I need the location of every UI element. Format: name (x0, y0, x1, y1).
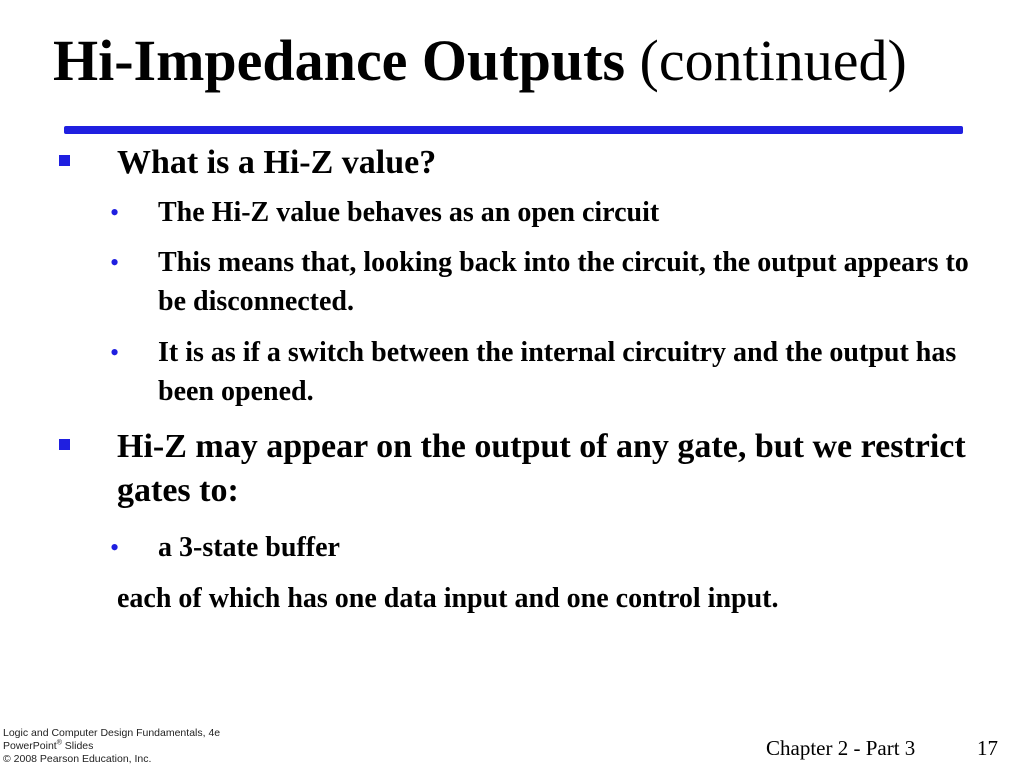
footer-page-number: 17 (977, 736, 998, 760)
dot-bullet-icon: • (110, 198, 120, 227)
dot-bullet-icon: • (110, 533, 120, 562)
sub-bullet-3-state-buffer (110, 528, 1000, 567)
sub-bullet-switch-opened (110, 333, 1000, 411)
bullet-hiz-may-appear (56, 425, 996, 513)
closing-line: each of which has one data input and one control input. (117, 583, 779, 614)
sub-bullet-text: It is as if a switch between the internal circuitry and the output has been opened. (158, 337, 957, 407)
footer-copyright: © 2008 Pearson Education, Inc. (3, 753, 152, 765)
square-bullet-icon (59, 439, 70, 450)
sub-bullet-text: a 3-state buffer (158, 532, 340, 563)
slide-title (53, 22, 907, 100)
dot-bullet-icon: • (110, 338, 120, 367)
title-underline-rule (64, 126, 963, 134)
footer-powerpoint-text: PowerPoint (3, 740, 57, 752)
bullet-what-is-hiz (56, 141, 996, 185)
square-bullet-icon (59, 155, 70, 166)
footer-slides-text: Slides (61, 740, 94, 752)
sub-bullet-disconnected (110, 243, 1000, 321)
registered-mark: ® (56, 739, 62, 747)
slide-title-main: Hi-Impedance Outputs (53, 28, 626, 93)
footer-book-info (3, 727, 220, 766)
sub-bullet-text: This means that, looking back into the circuit, the output appears to be disconnected. (158, 247, 969, 317)
footer-chapter: Chapter 2 - Part 3 (766, 736, 916, 760)
bullet-text: What is a Hi-Z value? (117, 144, 437, 181)
sub-bullet-text: The Hi-Z value behaves as an open circuit (158, 197, 660, 228)
footer-book-title: Logic and Computer Design Fundamentals, 4e (3, 727, 221, 739)
dot-bullet-icon: • (110, 248, 120, 277)
bullet-text: Hi-Z may appear on the output of any gate, but we restrict gates to: (117, 428, 966, 509)
slide-title-suffix: (continued) (639, 28, 907, 93)
footer-slides-line (3, 740, 220, 753)
sub-bullet-open-circuit (110, 193, 1000, 232)
